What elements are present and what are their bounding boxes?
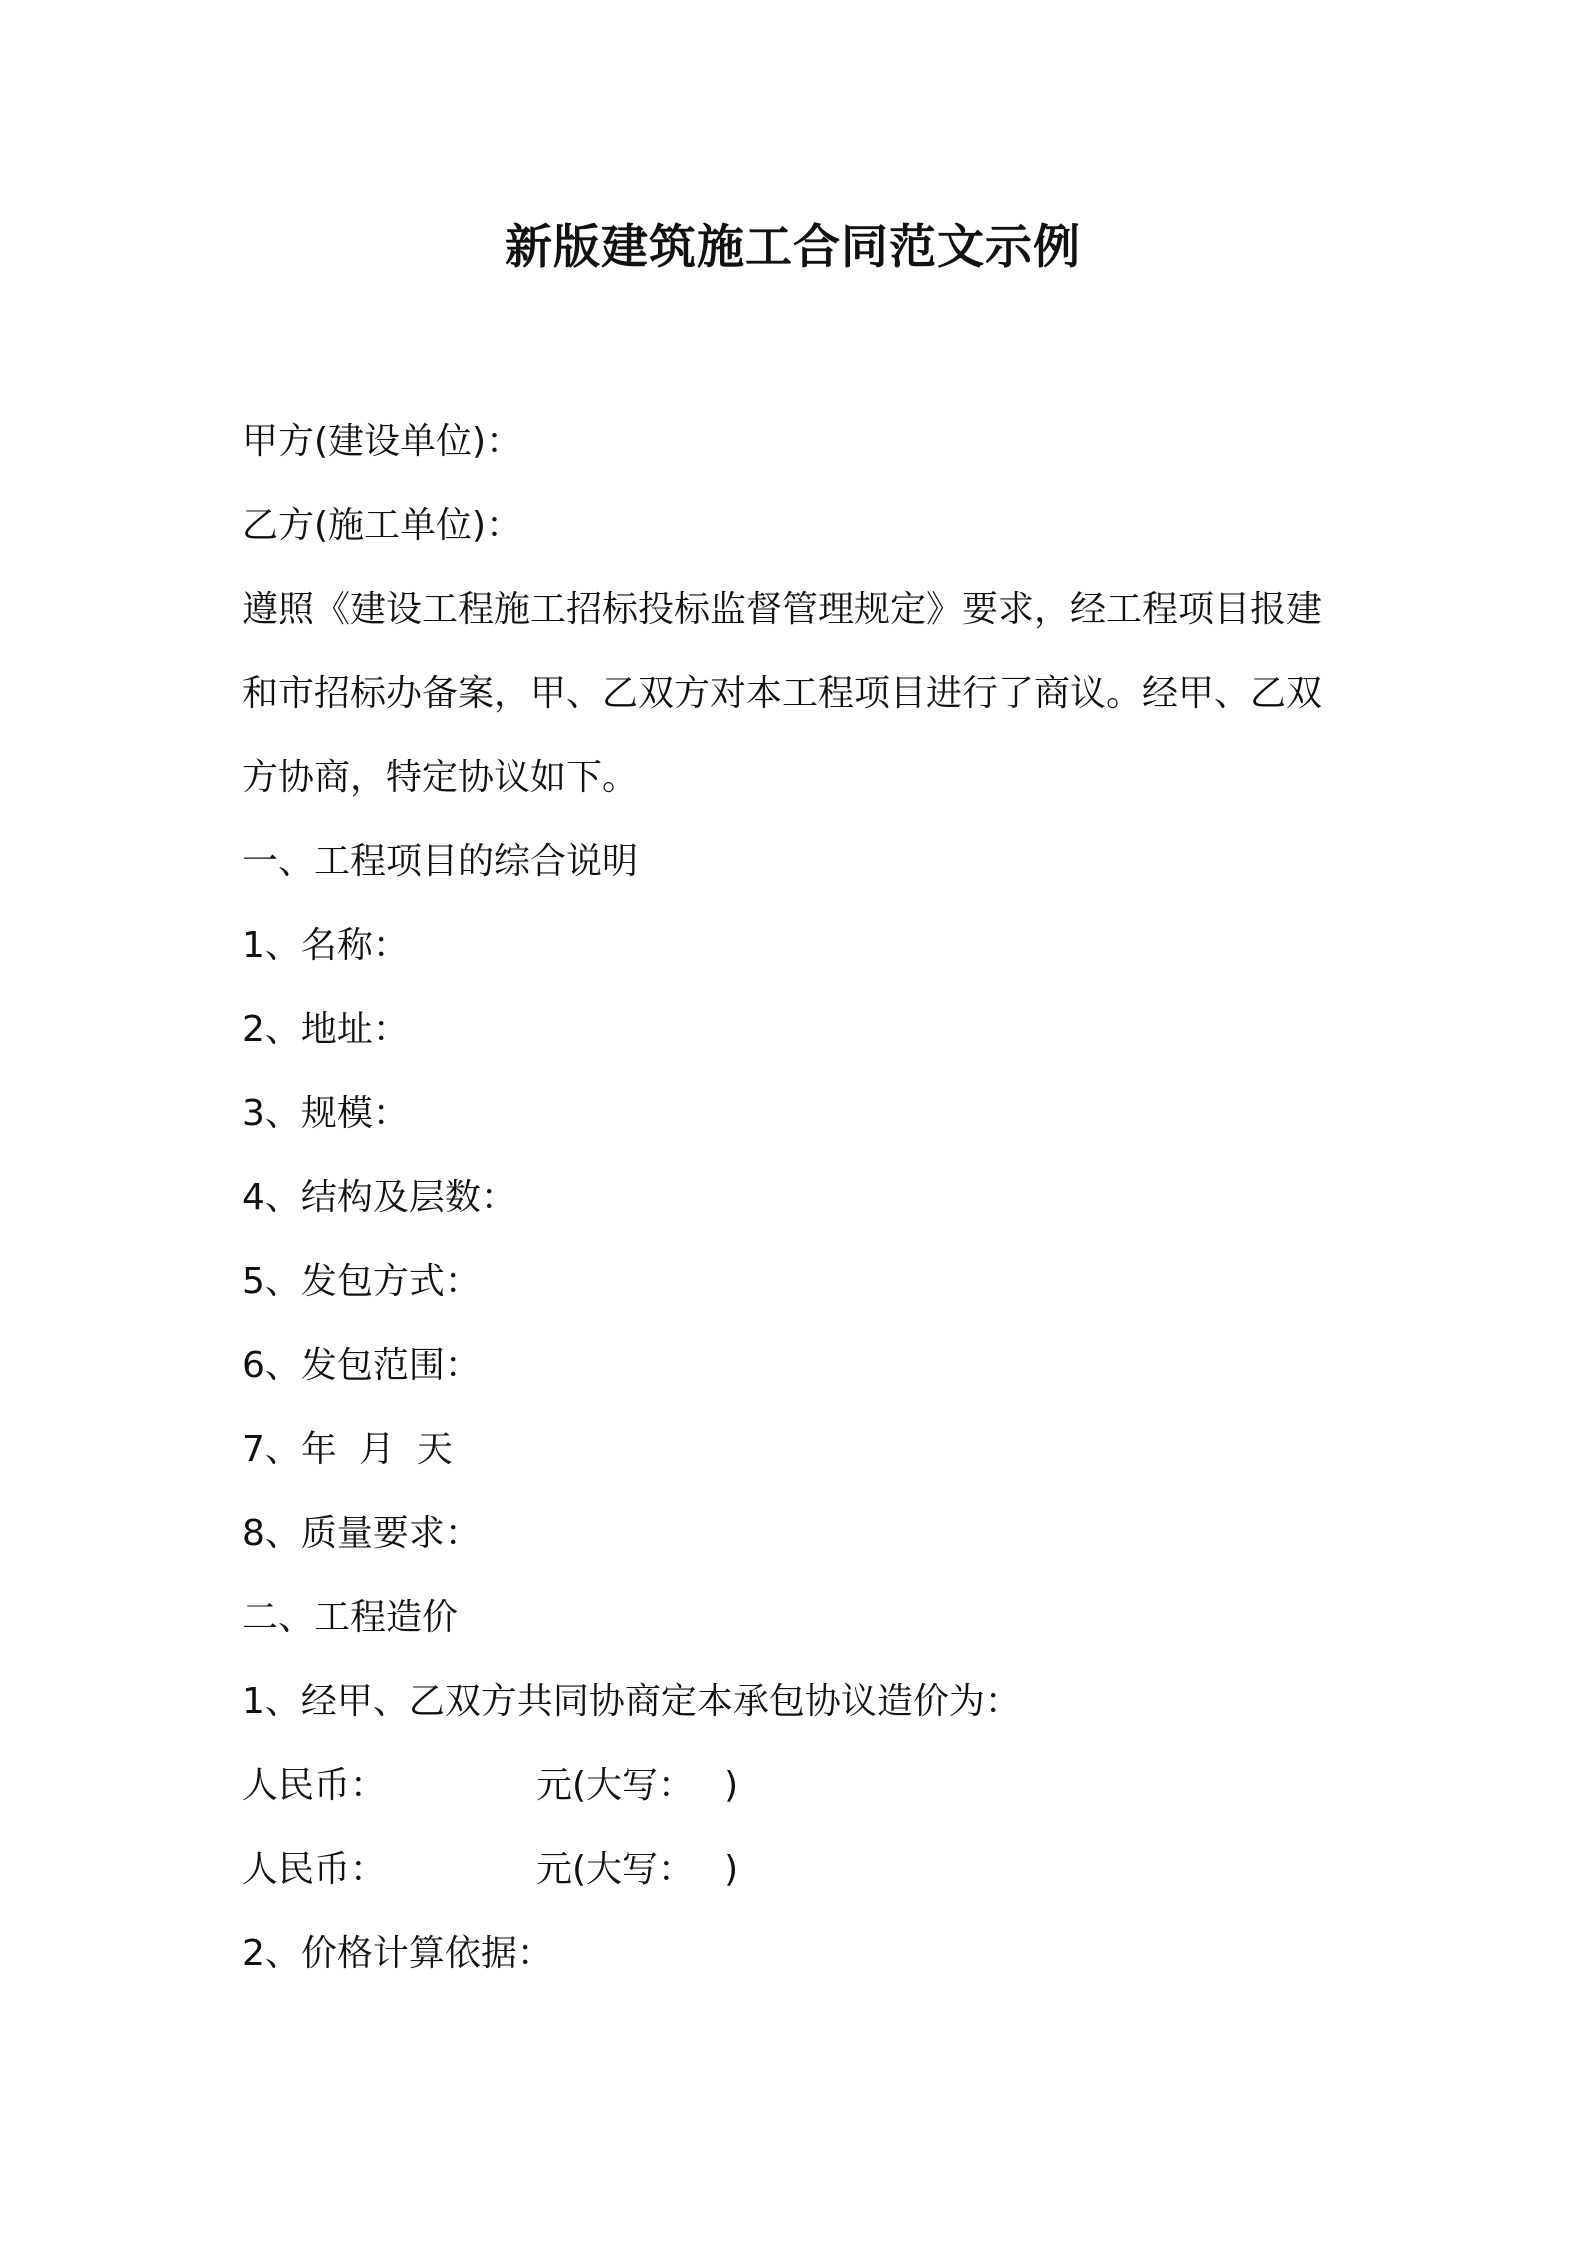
- quality-requirement-item: 8、质量要求：: [242, 1513, 481, 1554]
- contracting-method-item: 5、发包方式：: [242, 1261, 481, 1302]
- date-year-label: 7、年: [242, 1429, 337, 1470]
- date-day-label: 天: [416, 1429, 453, 1470]
- party-a-line: 甲方(建设单位)：: [242, 421, 523, 462]
- document-title: 新版建筑施工合同范文示例: [505, 220, 1081, 275]
- preamble-line: 和市招标办备案，甲、乙双方对本工程项目进行了商议。经甲、乙双: [242, 673, 1323, 714]
- preamble-line: 方协商，特定协议如下。: [242, 757, 639, 798]
- structure-floors-item: 4、结构及层数：: [242, 1177, 517, 1218]
- contract-price-item: 1、经甲、乙双方共同协商定本承包协议造价为：: [242, 1681, 1021, 1722]
- contracting-scope-item: 6、发包范围：: [242, 1345, 481, 1386]
- rmb-label: 人民币：: [242, 1849, 387, 1890]
- rmb-label: 人民币：: [242, 1765, 387, 1806]
- rmb-close-paren: ): [724, 1765, 739, 1806]
- party-b-line: 乙方(施工单位)：: [242, 505, 523, 546]
- rmb-unit-label: 元(大写：: [536, 1849, 695, 1890]
- rmb-unit-label: 元(大写：: [536, 1765, 695, 1806]
- project-scale-item: 3、规模：: [242, 1093, 409, 1134]
- section-2-heading: 二、工程造价: [242, 1597, 459, 1638]
- section-1-heading: 一、工程项目的综合说明: [242, 841, 639, 882]
- date-item: [242, 1408, 1362, 1492]
- project-address-item: 2、地址：: [242, 1009, 409, 1050]
- date-month-label: 月: [358, 1429, 395, 1470]
- rmb-close-paren: ): [724, 1849, 739, 1890]
- preamble-line: 遵照《建设工程施工招标投标监督管理规定》要求，经工程项目报建: [242, 589, 1323, 630]
- document-body: [242, 400, 1362, 1996]
- rmb-amount-line: [242, 1744, 1362, 1828]
- project-name-item: 1、名称：: [242, 925, 409, 966]
- rmb-amount-line: [242, 1828, 1362, 1912]
- price-basis-item: 2、价格计算依据：: [242, 1933, 553, 1974]
